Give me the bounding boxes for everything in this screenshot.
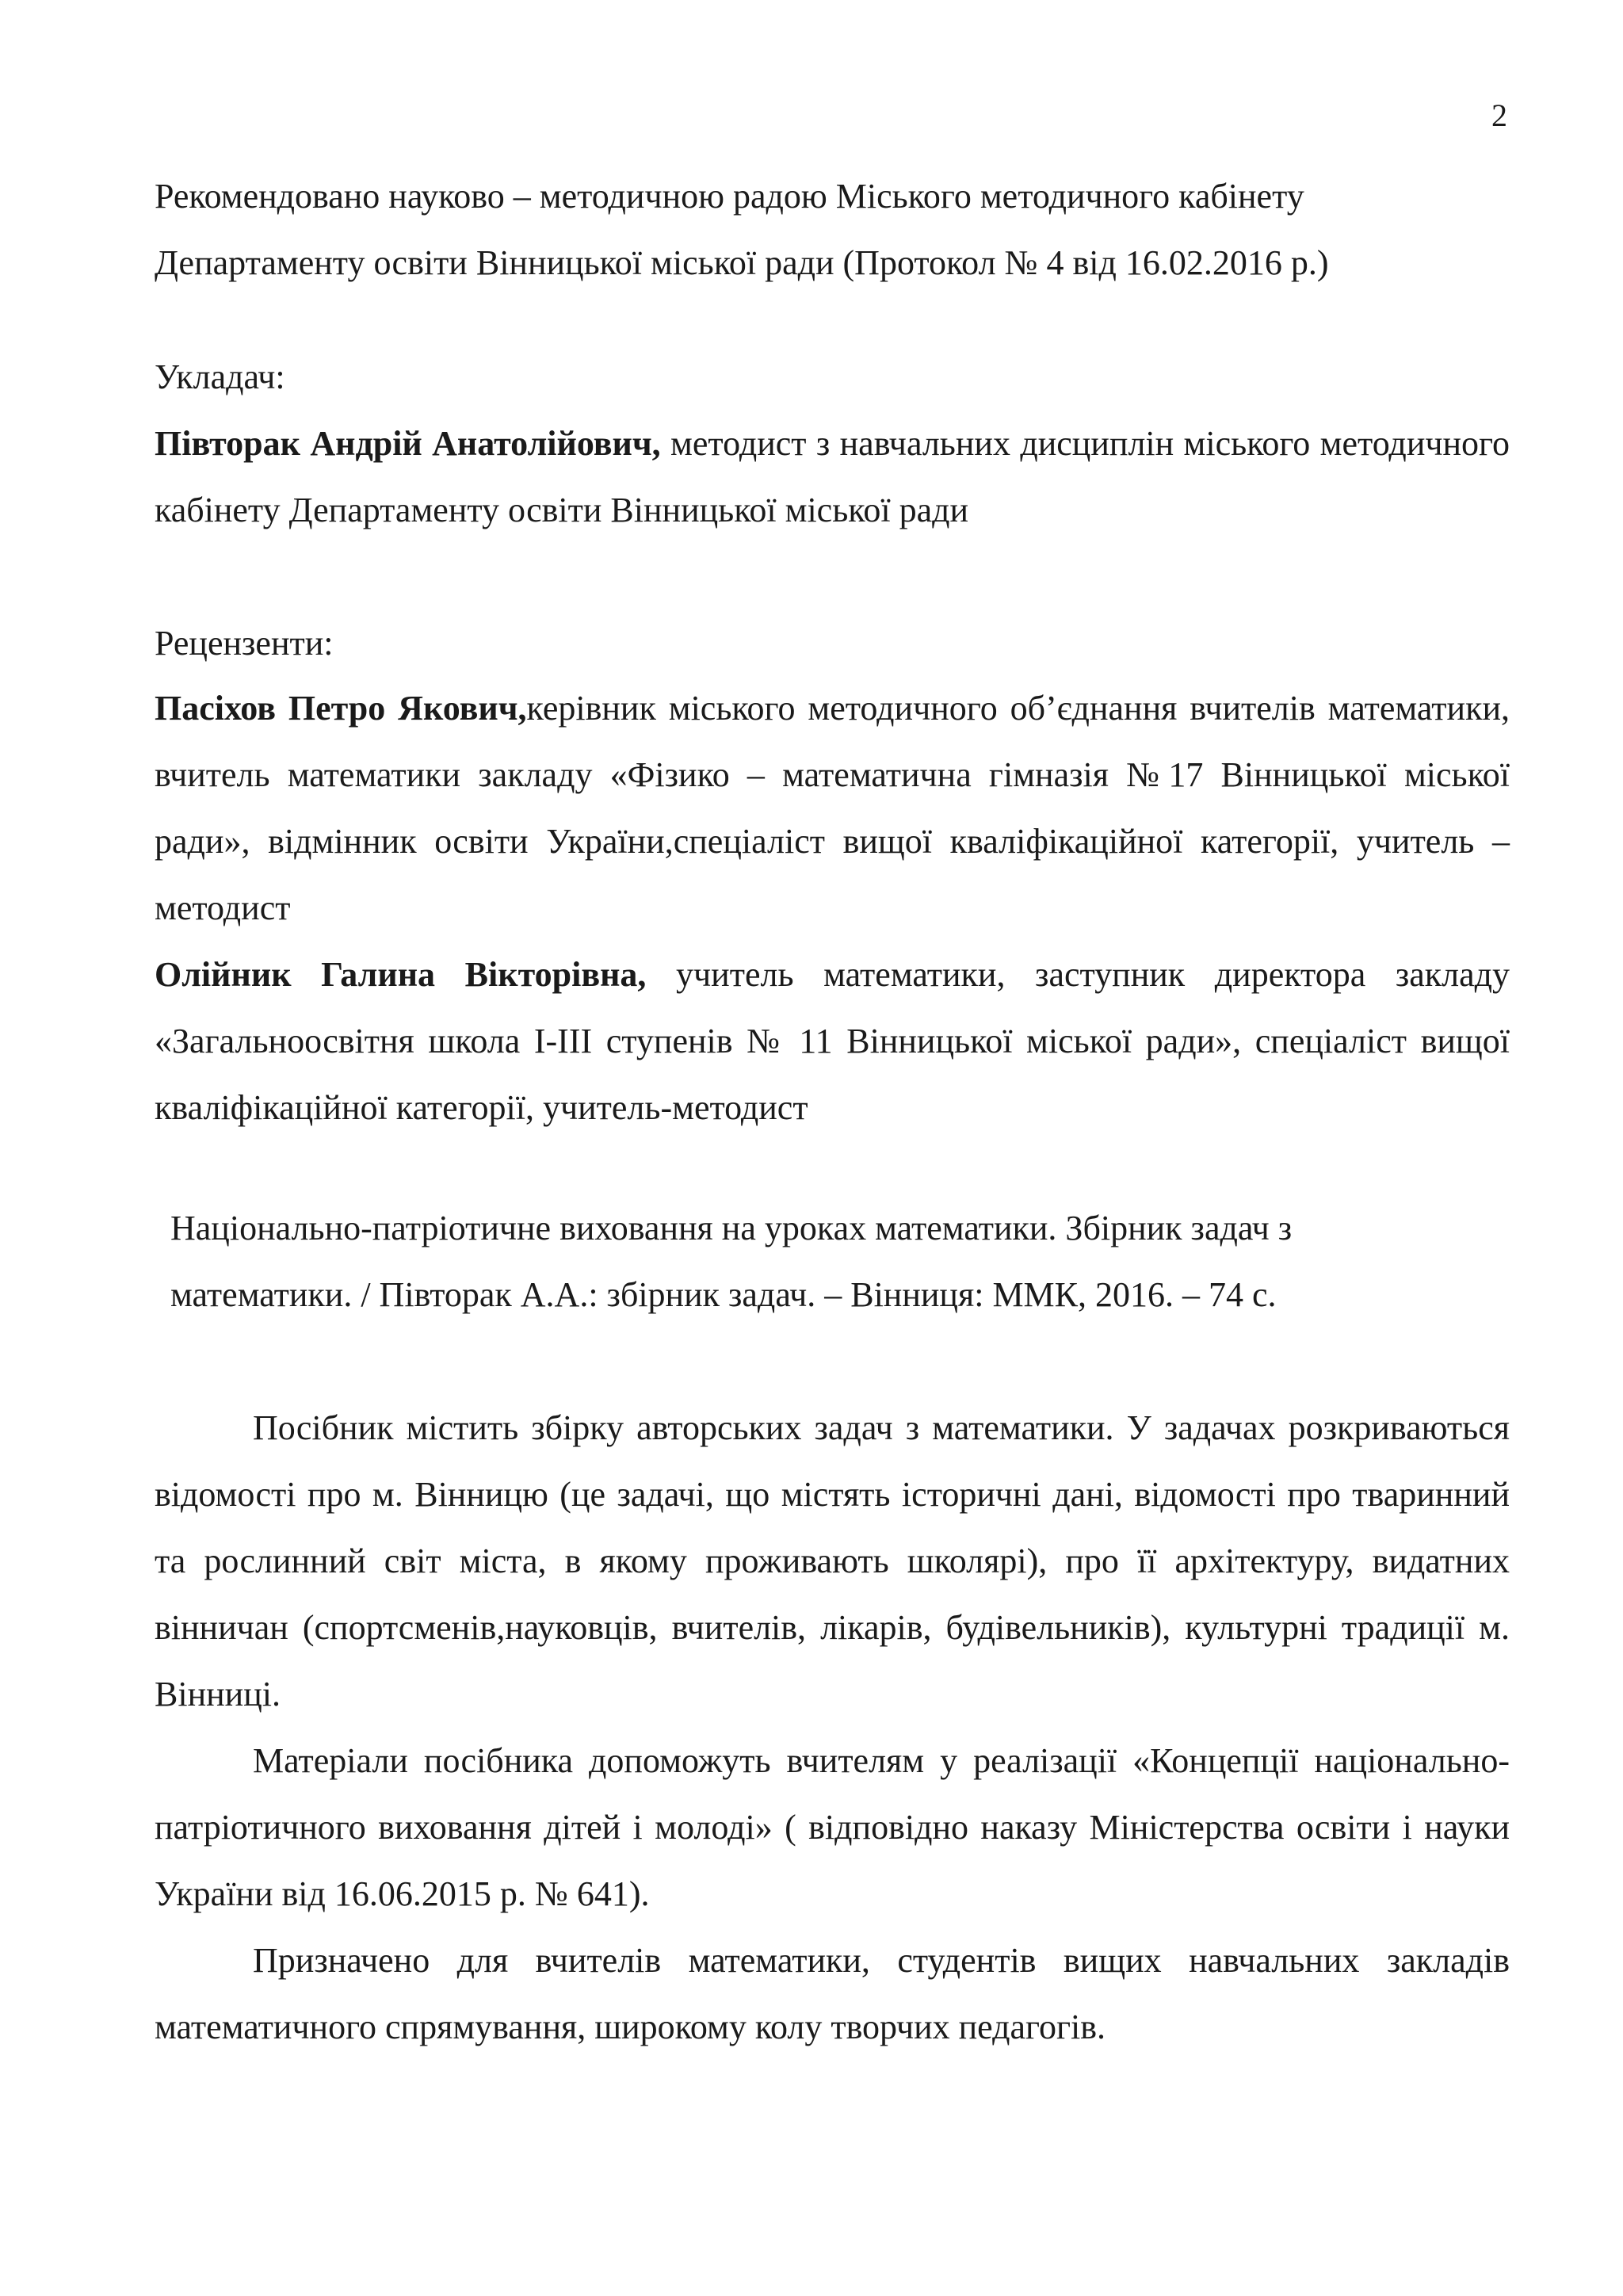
reviewer-1-name: Пасіхов Петро Якович, <box>155 689 527 728</box>
page-number: 2 <box>1491 97 1507 133</box>
reviewers-heading: Рецензенти: <box>155 624 334 663</box>
reviewer-2-name: Олійник Галина Вікторівна, <box>155 955 647 994</box>
reviewers-block <box>155 675 1510 1141</box>
compiler-block <box>155 411 1510 544</box>
abstract-paragraph-3: Призначено для вчителів математики, студентів вищих навчальних закладів математичного спрямування, широкому колу творчих педагогів. <box>155 1941 1510 2046</box>
compiler-heading: Укладач: <box>155 357 285 396</box>
compiler-description: методист з навчальних дисциплін міського методичного кабінету Департаменту освіти Вінницької міської ради <box>155 424 1510 529</box>
recommendation-line-1: Рекомендовано науково – методичною радою Міського методичного кабінету <box>155 177 1304 216</box>
reviewer-2-paragraph <box>155 942 1510 1141</box>
compiler-name: Півторак Андрій Анатолійович, <box>155 424 661 463</box>
abstract-paragraph-1: Посібник містить збірку авторських задач з математики. У задачах розкриваються відомості про м. Вінницю (це задачі, що містять історичні дані, відомості про тваринний та рослинний світ міста, в якому проживають школярі), про її архітектуру, видатних вінничан (спортсменів,науковців, вчителів, лікарів, будівельників), культурні традиції м. Вінниці. <box>155 1408 1510 1713</box>
abstract-paragraph-2: Матеріали посібника допоможуть вчителям у реалізації «Концепції національно-патріотичного виховання дітей і молоді» ( відповідно наказу Міністерства освіти і науки України від 16.06.2015 р. № 641). <box>155 1741 1510 1913</box>
abstract-block <box>155 1395 1510 2061</box>
recommendation-block <box>155 163 1510 296</box>
recommendation-line-2: Департаменту освіти Вінницької міської ради (Протокол № 4 від 16.02.2016 р.) <box>155 243 1329 282</box>
reviewer-2-description: учитель математики, заступник директора закладу «Загальноосвітня школа І-ІІІ ступенів № 11 Вінницької міської ради», спеціаліст вищої кваліфікаційної категорії, учитель-методист <box>155 955 1510 1127</box>
reviewer-1-paragraph <box>155 675 1510 942</box>
citation-line-1: Національно-патріотичне виховання на уроках математики. Збірник задач з <box>170 1209 1293 1247</box>
citation-line-2: математики. / Півторак А.А.: збірник задач. – Вінниця: ММК, 2016. – 74 с. <box>170 1275 1277 1314</box>
reviewer-1-description: керівник міського методичного об’єднання вчителів математики, вчитель математики закладу «Фізико – математична гімназія №17 Вінницької міської ради», відмінник освіти України,спеціаліст вищої кваліфікаційної категорії, учитель – методист <box>155 689 1510 927</box>
citation-block <box>170 1195 1526 1328</box>
compiler-paragraph <box>155 411 1510 544</box>
